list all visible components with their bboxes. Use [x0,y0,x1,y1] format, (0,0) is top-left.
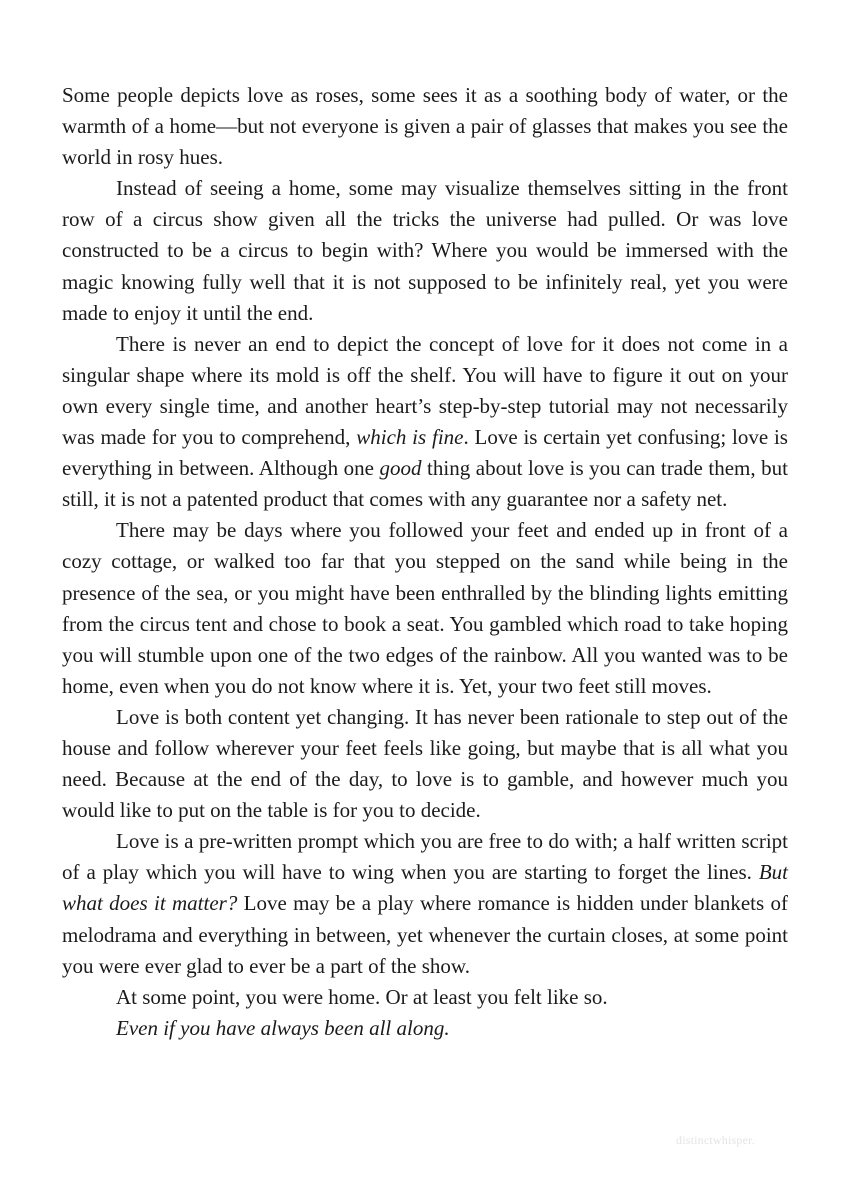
paragraph-7-text: At some point, you were home. Or at least you felt like so. [116,984,608,1009]
paragraph-3 [62,329,788,516]
paragraph-6 [62,826,788,981]
document-body [62,80,788,1044]
paragraph-6-text-a: Love is a pre-written prompt which you are free to do with; a half written script of a play which you will have to wing when you are starting to forget the lines. [62,829,788,885]
paragraph-1-text: Some people depicts love as roses, some sees it as a soothing body of water, or the warmth of a home—but not everyone is given a pair of glasses that makes you see the world in rosy hues. [62,83,788,170]
paragraph-6-emphasis-question: But what does it matter? [62,860,788,916]
paragraph-2 [62,173,788,328]
paragraph-5 [62,702,788,826]
paragraph-6-text-b: Love may be a play where romance is hidden under blankets of melodrama and everything in between, yet whenever the curtain closes, at some point you were ever glad to ever be a part of the show. [62,891,788,978]
paragraph-3-emphasis-which-is-fine: which is fine [356,425,464,450]
paragraph-4-text: There may be days where you followed your feet and ended up in front of a cozy cottage, or walked too far that you stepped on the sand while being in the presence of the sea, or you might have been enthralled by the blinding lights emitting from the circus tent and chose to book a seat. You gambled which road to take hoping you will stumble upon one of the two edges of the rainbow. All you wanted was to be home, even when you do not know where it is. Yet, your two feet still moves. [62,518,788,698]
paragraph-7 [62,982,788,1013]
paragraph-4 [62,515,788,702]
paragraph-3-text-b: . Love is certain yet confusing; love is everything in between. Although one [62,425,788,481]
watermark-signature: distinctwhisper. [676,1133,755,1147]
paragraph-8-emphasis: Even if you have always been all along. [116,1015,450,1040]
paragraph-3-text-a: There is never an end to depict the concept of love for it does not come in a singular shape where its mold is off the shelf. You will have to figure it out on your own every single time, and another heart’s step-by-step tutorial may not necessarily was made for you to comprehend, [62,331,788,450]
paragraph-3-text-c: thing about love is you can trade them, but still, it is not a patented product that comes with any guarantee nor a safety net. [62,456,788,512]
paragraph-1 [62,80,788,173]
paragraph-2-text: Instead of seeing a home, some may visualize themselves sitting in the front row of a circus show given all the tricks the universe had pulled. Or was love constructed to be a circus to begin with? Where you would be immersed with the magic knowing fully well that it is not supposed to be infinitely real, yet you were made to enjoy it until the end. [62,176,788,325]
paragraph-5-text: Love is both content yet changing. It has never been rationale to step out of the house and follow wherever your feet feels like going, but maybe that is all what you need. Because at the end of the day, to love is to gamble, and however much you would like to put on the table is for you to decide. [62,704,788,823]
paragraph-3-emphasis-good: good [379,456,422,481]
paragraph-8-closing-line [62,1013,788,1044]
